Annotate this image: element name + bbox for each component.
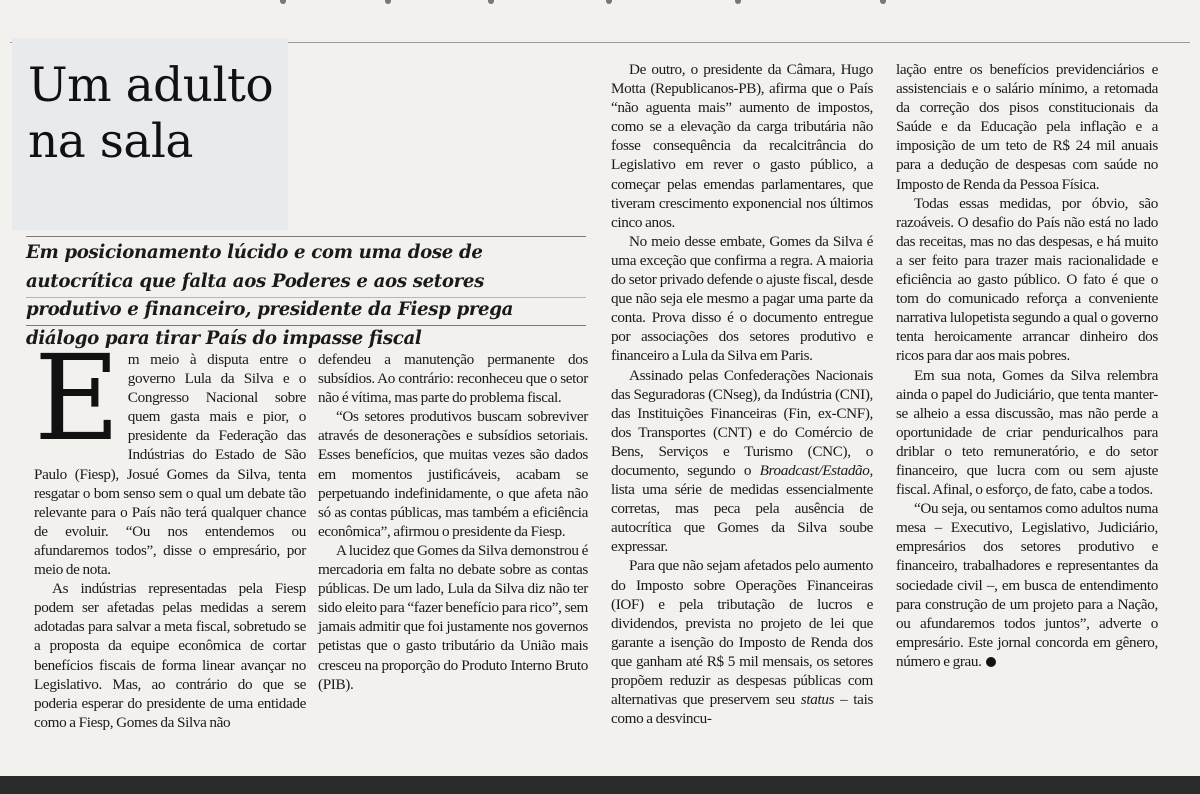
article-column-3 <box>611 60 873 728</box>
top-ink-mark <box>385 0 391 4</box>
italic-text: Broadcast/Estadão <box>759 461 870 479</box>
paragraph: “Os setores produtivos buscam sobreviver através de desonerações e subsídios setoriais. Esses benefícios, que muitas vezes são dados em momentos justificáveis, acabam se perpetuando indefinidamente, o que afeta não só as contas públicas, mas também a eficiência econômica”, afirmou o presidente da Fiesp. <box>318 408 588 540</box>
italic-text: status <box>800 691 835 709</box>
paragraph: defendeu a manutenção permanente dos subsídios. Ao contrário: reconheceu que o setor não é vítima, mas parte do problema fiscal. <box>318 351 588 407</box>
paragraph <box>611 556 873 728</box>
paragraph: As indústrias representadas pela Fiesp podem ser afetadas pelas medidas a serem adotadas para salvar a meta fiscal, sobretudo se a proposta da equipe econômica de cortar benefícios fiscais de forma linear avançar no Legislativo. Mas, ao contrário do que se poderia esperar do presidente de uma entidade como a Fiesp, Gomes da Silva não <box>34 580 306 731</box>
text-run: Assinado pelas Confederações Nacionais das Seguradoras (CNseg), da Indústria (CNI), das Instituições Financeiras (Fin, ex-CNF), dos Transportes (CNT) e do Comércio de Bens, Serviços e Turismo (CNC), o documento, segundo o <box>611 366 873 479</box>
paragraph: No meio desse embate, Gomes da Silva é uma exceção que confirma a regra. A maioria do setor privado defende o ajuste fiscal, desde que não seja ele mesmo a pagar uma parte da conta. Prova disso é o documento entregue por associações dos setores produtivo e financeiro a Lula da Silva em Paris. <box>611 232 873 365</box>
paragraph <box>611 366 873 557</box>
headline-line-1: Um adulto <box>28 58 274 113</box>
paragraph: m meio à disputa entre o governo Lula da Silva e o Congresso Nacional sobre quem gasta mais e pior, o presidente da Federação das Indústrias do Estado de São Paulo (Fiesp), Josué Gomes da Silva, tenta resgatar o bom senso sem o qual um debate tão relevante para o País não terá qualquer chance de evoluir. “Ou nos entendemos ou afundaremos todos”, disse o empresário, por meio de nota. <box>34 351 306 579</box>
paragraph <box>896 499 1158 671</box>
text-run: Para que não sejam afetados pelo aumento do Imposto sobre Operações Financeiras (IOF) e pela tributação de lucros e dividendos, prevista no projeto de lei que garante a isenção do Imposto de Renda dos que ganham até R$ 5 mil mensais, os setores propõem reduzir as despesas públicas com alternativas que preservem seu <box>611 557 873 709</box>
subhead-rule-top <box>26 236 586 237</box>
top-ink-mark <box>488 0 494 4</box>
paragraph: lação entre os benefícios previdenciários e assistenciais e o salário mínimo, a retomada da correção dos pisos constitucionais da Saúde e da Educação pela inflação e a imposição de um teto de R$ 24 mil anuais para a dedução de despesas com saúde no Imposto de Renda da Pessoa Física. <box>896 61 1158 193</box>
bottom-dark-bar <box>0 776 1200 794</box>
text-run: – tais como a desvincu- <box>611 691 873 728</box>
article-column-1 <box>34 329 306 732</box>
end-of-article-mark <box>986 657 996 667</box>
top-margin-strip <box>0 0 1200 10</box>
top-ink-mark <box>735 0 741 4</box>
subheadline: Em posicionamento lúcido e com uma dose de autocrítica que falta aos Poderes e aos setores produtivo e financeiro, presidente da Fiesp prega diálogo para tirar País do impasse fiscal <box>26 242 514 349</box>
headline-line-2: na sala <box>28 114 193 169</box>
top-ink-mark <box>606 0 612 4</box>
paragraph: A lucidez que Gomes da Silva demonstrou é mercadoria em falta no debate sobre as contas públicas. De um lado, Lula da Silva diz não ter sido eleito para “fazer benefício para rico”, sem jamais admitir que foi justamente nos governos petistas que o gasto tributário da União mais cresceu na proporção do Produto Interno Bruto (PIB). <box>318 541 588 693</box>
headline <box>28 58 288 170</box>
paragraph: Em sua nota, Gomes da Silva relembra ainda o papel do Judiciário, que tenta manter-se alheio a essa discussão, mas não perde a oportunidade de criar penduricalhos para driblar o teto remuneratório, e do setor financeiro, que lucra com ou sem ajuste fiscal. Afinal, o esforço, de fato, cabe a todos. <box>896 366 1158 499</box>
drop-cap: E <box>34 329 120 467</box>
article-column-4 <box>896 60 1158 671</box>
paragraph: Todas essas medidas, por óbvio, são razoáveis. O desafio do País não está no lado das receitas, mas no das despesas, e há muito a ser feito para trazer mais racionalidade e eficiência ao gasto público. O fato é que o tom do comunicado reforça a conveniente narrativa lulopetista segundo a qual o governo tenta heroicamente arrancar dinheiro dos ricos para dar aos mais pobres. <box>896 194 1158 365</box>
top-ink-mark <box>880 0 886 4</box>
top-ink-mark <box>280 0 286 4</box>
article-column-2 <box>318 350 588 694</box>
paragraph: De outro, o presidente da Câmara, Hugo Motta (Republicanos-PB), afirma que o País “não aguenta mais” aumento de impostos, como se a elevação da carga tributária não fosse consequência da recalcitrância do Legislativo em rever o gasto público, a começar pelas emendas parlamentares, que tiveram crescimento exponencial nos últimos cinco anos. <box>611 61 873 231</box>
text-run: “Ou seja, ou sentamos como adultos numa mesa – Executivo, Legislativo, Judiciário, empresários dos setores produtivo e financeiro, trabalhadores e representantes da sociedade civil –, em busca de entendimento para construção de um projeto para a Nação, ou afundaremos todos juntos”, adverte o empresário. Este jornal concorda em gênero, número e grau. <box>896 500 1158 670</box>
text-run: , lista uma série de medidas essencialmente corretas, mas peca pela ausência de autocrítica que Gomes da Silva soube expressar. <box>611 461 873 556</box>
